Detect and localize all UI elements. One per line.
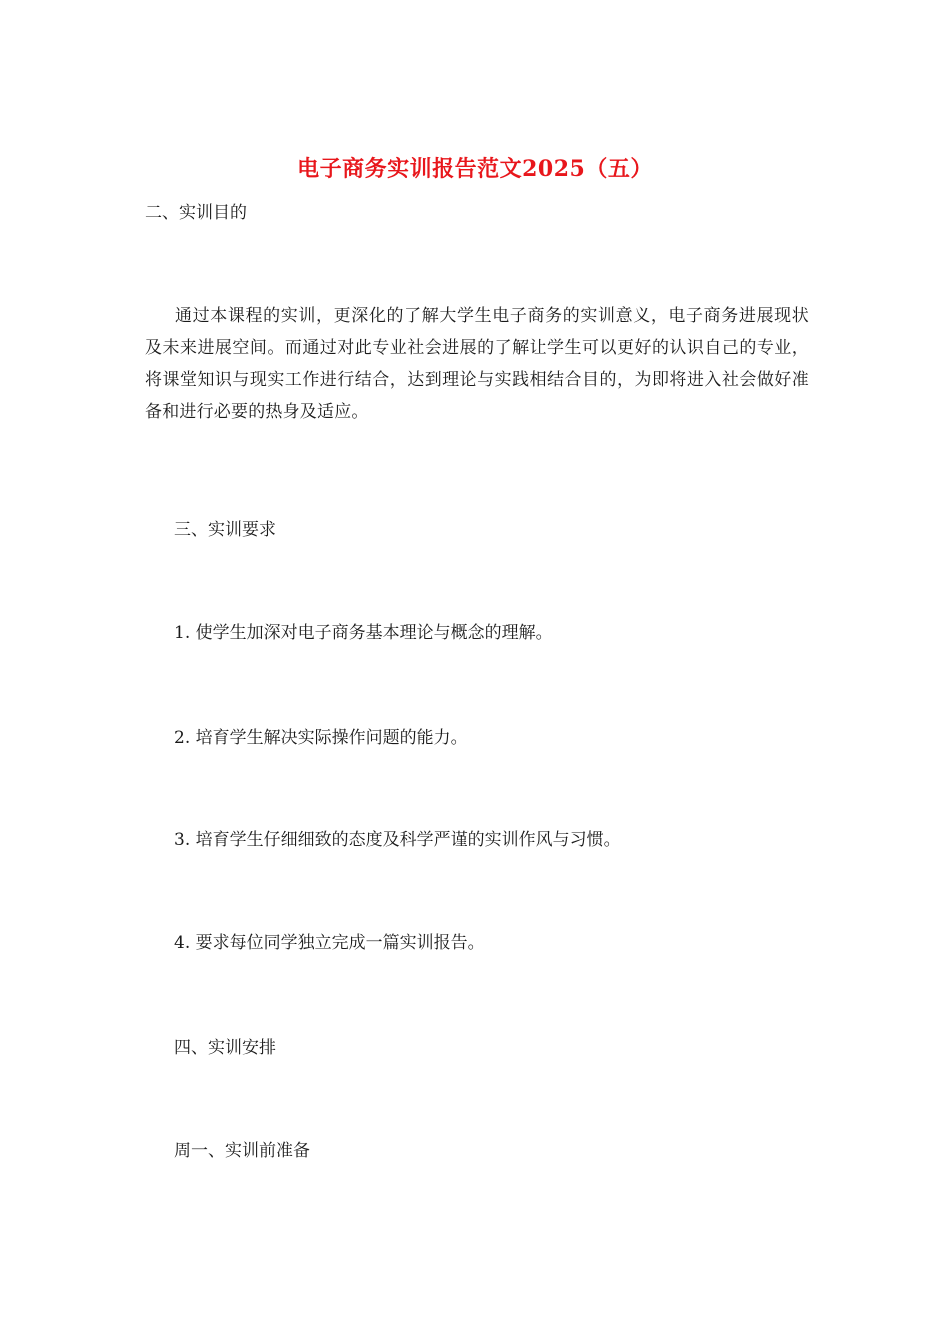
purpose-paragraph: 通过本课程的实训，更深化的了解大学生电子商务的实训意义，电子商务进展现状及未来进展空间。而通过对此专业社会进展的了解让学生可以更好的认识自己的专业，将课堂知识与现实工作进行结合，达到理论与实践相结合目的，为即将进入社会做好准备和进行必要的热身及适应。 (145, 306, 809, 422)
requirement-item-2: 2. 培育学生解决实际操作问题的能力。 (174, 728, 468, 748)
section-heading-purpose: 二、实训目的 (145, 203, 247, 223)
document-title: 电子商务实训报告范文2025（五） (297, 156, 653, 182)
section-heading-schedule: 四、实训安排 (174, 1038, 276, 1058)
requirement-item-3: 3. 培育学生仔细细致的态度及科学严谨的实训作风与习惯。 (174, 830, 621, 850)
requirement-item-4: 4. 要求每位同学独立完成一篇实训报告。 (174, 933, 485, 953)
section-heading-requirements: 三、实训要求 (174, 520, 276, 540)
schedule-item-monday: 周一、实训前准备 (174, 1141, 310, 1161)
requirement-item-1: 1. 使学生加深对电子商务基本理论与概念的理解。 (174, 623, 553, 643)
